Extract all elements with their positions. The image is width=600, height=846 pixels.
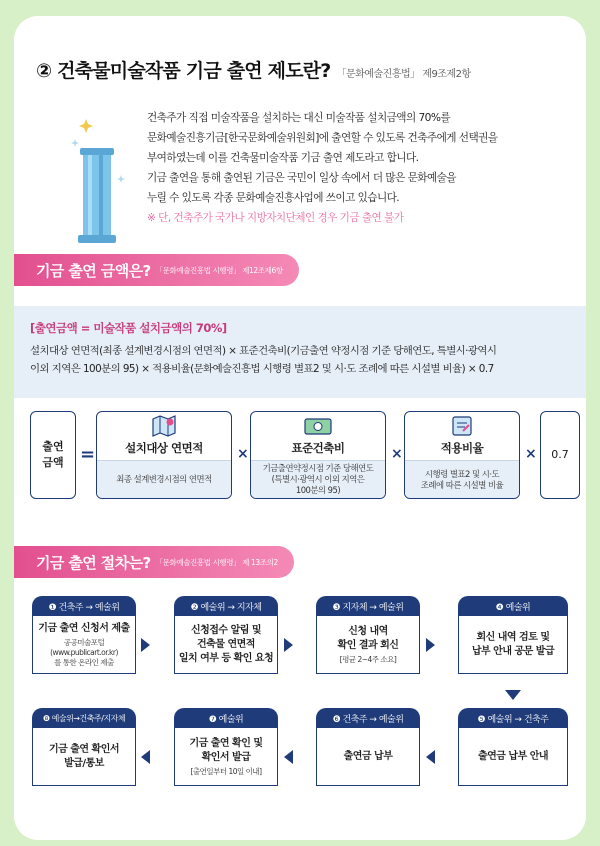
document-icon [449, 415, 475, 437]
intro-line: 문화예술진흥기금[한국문화예술위원회]에 출연할 수 있도록 건축주에게 선택권을 [147, 132, 498, 144]
arrow-left-icon [141, 750, 150, 764]
step-4-box [458, 616, 568, 674]
pillar-icon [66, 118, 126, 248]
arrow-right-icon [426, 638, 435, 652]
step-main-text: 기금 출연 신청서 제출 [38, 622, 130, 634]
info-card [14, 16, 586, 840]
step-1-header: ❶ 건축주 → 예술위 [32, 596, 136, 616]
times-sign: × [237, 446, 249, 462]
step-6-box [316, 728, 420, 786]
formula-term-desc: 기금출연약정시점 기준 당해연도 (특별시·광역시 이외 지역은 100분의 95) [251, 460, 385, 498]
procedure-section-header [14, 546, 294, 578]
step-sub-text: 공공미술포털 (www.publicart.or.kr) 를 통한 온라인 제출 [50, 637, 118, 667]
amount-headline: [출연금액 = 미술작품 설치금액의 70%] [30, 321, 227, 335]
formula-term-area [96, 411, 232, 499]
formula-term-title: 설치대상 연면적 [125, 441, 203, 455]
step-main-text: 회신 내역 검토 및 납부 안내 공문 발급 [471, 631, 555, 657]
arrow-down-icon [505, 690, 521, 700]
step-3-box [316, 616, 420, 674]
amount-section-title: 기금 출연 금액은? [36, 261, 151, 280]
step-6-header: ❻ 건축주 → 예술위 [316, 708, 420, 728]
step-3-header: ❸ 지자체 → 예술위 [316, 596, 420, 616]
procedure-section-title: 기금 출연 절차는? [36, 553, 151, 572]
step-8-box [32, 728, 136, 786]
intro-line: 부여하였는데 이를 건축물미술작품 기금 출연 제도라고 합니다. [147, 152, 419, 164]
formula-term-desc: 최종 설계변경시점의 연면적 [97, 460, 231, 498]
banknote-icon [303, 415, 333, 437]
step-7-header: ❼ 예술위 [174, 708, 278, 728]
amount-line: 설치대상 연면적(최종 설계변경시점의 연면적) × 표준건축비(기금출연 약정시점 기준 당해연도, 특별시·광역시 [30, 345, 497, 357]
map-icon [151, 415, 177, 437]
step-2-header: ❷ 예술위 → 지자체 [174, 596, 278, 616]
step-sub-text: [평균 2~4주 소요] [339, 654, 397, 664]
step-1-box [32, 616, 136, 674]
step-main-text: 신청접수 알림 및 건축물 연면적 일치 여부 등 확인 요청 [178, 624, 274, 664]
step-main-text: 기금 출연 확인 및 확인서 발급 [189, 737, 263, 763]
intro-note: ※ 단, 건축주가 국가나 지방자치단체인 경우 기금 출연 불가 [147, 212, 404, 224]
title-reference: 「문화예술진흥법」 제9조제2항 [336, 69, 471, 80]
formula-term-desc: 시행령 별표2 및 시·도 조례에 따른 시설별 비율 [405, 460, 519, 498]
amount-section-reference: 「문화예술진흥법 시행령」 제12조제6항 [155, 265, 283, 275]
amount-line: 이외 지역은 100분의 95) × 적용비율(문화예술진흥법 시행령 별표2 및 시·도 조례에 따른 시설별 비율) × 0.7 [30, 363, 494, 375]
amount-description-box [14, 306, 586, 398]
step-main-text: 출연금 납부 [343, 750, 393, 762]
arrow-left-icon [426, 750, 435, 764]
intro-line: 누릴 수 있도록 각종 문화예술진흥사업에 쓰이고 있습니다. [147, 192, 400, 204]
arrow-right-icon [284, 638, 293, 652]
formula-label: 출연 금액 [30, 411, 76, 499]
formula-term-title: 적용비율 [440, 441, 484, 455]
step-2-box [174, 616, 278, 674]
intro-line: 기금 출연을 통해 출연된 기금은 국민이 일상 속에서 더 많은 문화예술을 [147, 172, 456, 184]
step-8-header: ❽ 예술위→건축주/지자체 [32, 708, 136, 728]
title-row [36, 56, 576, 83]
step-4-header: ❹ 예술위 [458, 596, 568, 616]
arrow-left-icon [284, 750, 293, 764]
step-main-text: 출연금 납부 안내 [477, 750, 549, 762]
amount-section-header [14, 254, 299, 286]
procedure-section-reference: 「문화예술진흥법 시행령」 제 13조의2 [155, 557, 278, 567]
page-title: ② 건축물미술작품 기금 출연 제도란? [36, 60, 331, 82]
formula-term-title: 표준건축비 [291, 441, 345, 455]
formula-term-ratio [404, 411, 520, 499]
times-sign: × [391, 446, 403, 462]
formula-constant: 0.7 [540, 411, 580, 499]
arrow-right-icon [141, 638, 150, 652]
intro-line: 건축주가 직접 미술작품을 설치하는 대신 미술작품 설치금액의 70%를 [147, 112, 451, 124]
equals-sign: = [80, 444, 96, 465]
formula-term-standard-cost [250, 411, 386, 499]
step-5-header: ❺ 예술위 → 건축주 [458, 708, 568, 728]
step-7-box [174, 728, 278, 786]
step-main-text: 기금 출연 확인서 발급/통보 [48, 743, 120, 769]
step-sub-text: [출연일부터 10일 이내] [190, 766, 262, 776]
times-sign: × [525, 446, 537, 462]
step-5-box [458, 728, 568, 786]
step-main-text: 신청 내역 확인 결과 회신 [337, 625, 399, 651]
intro-text [147, 108, 577, 228]
